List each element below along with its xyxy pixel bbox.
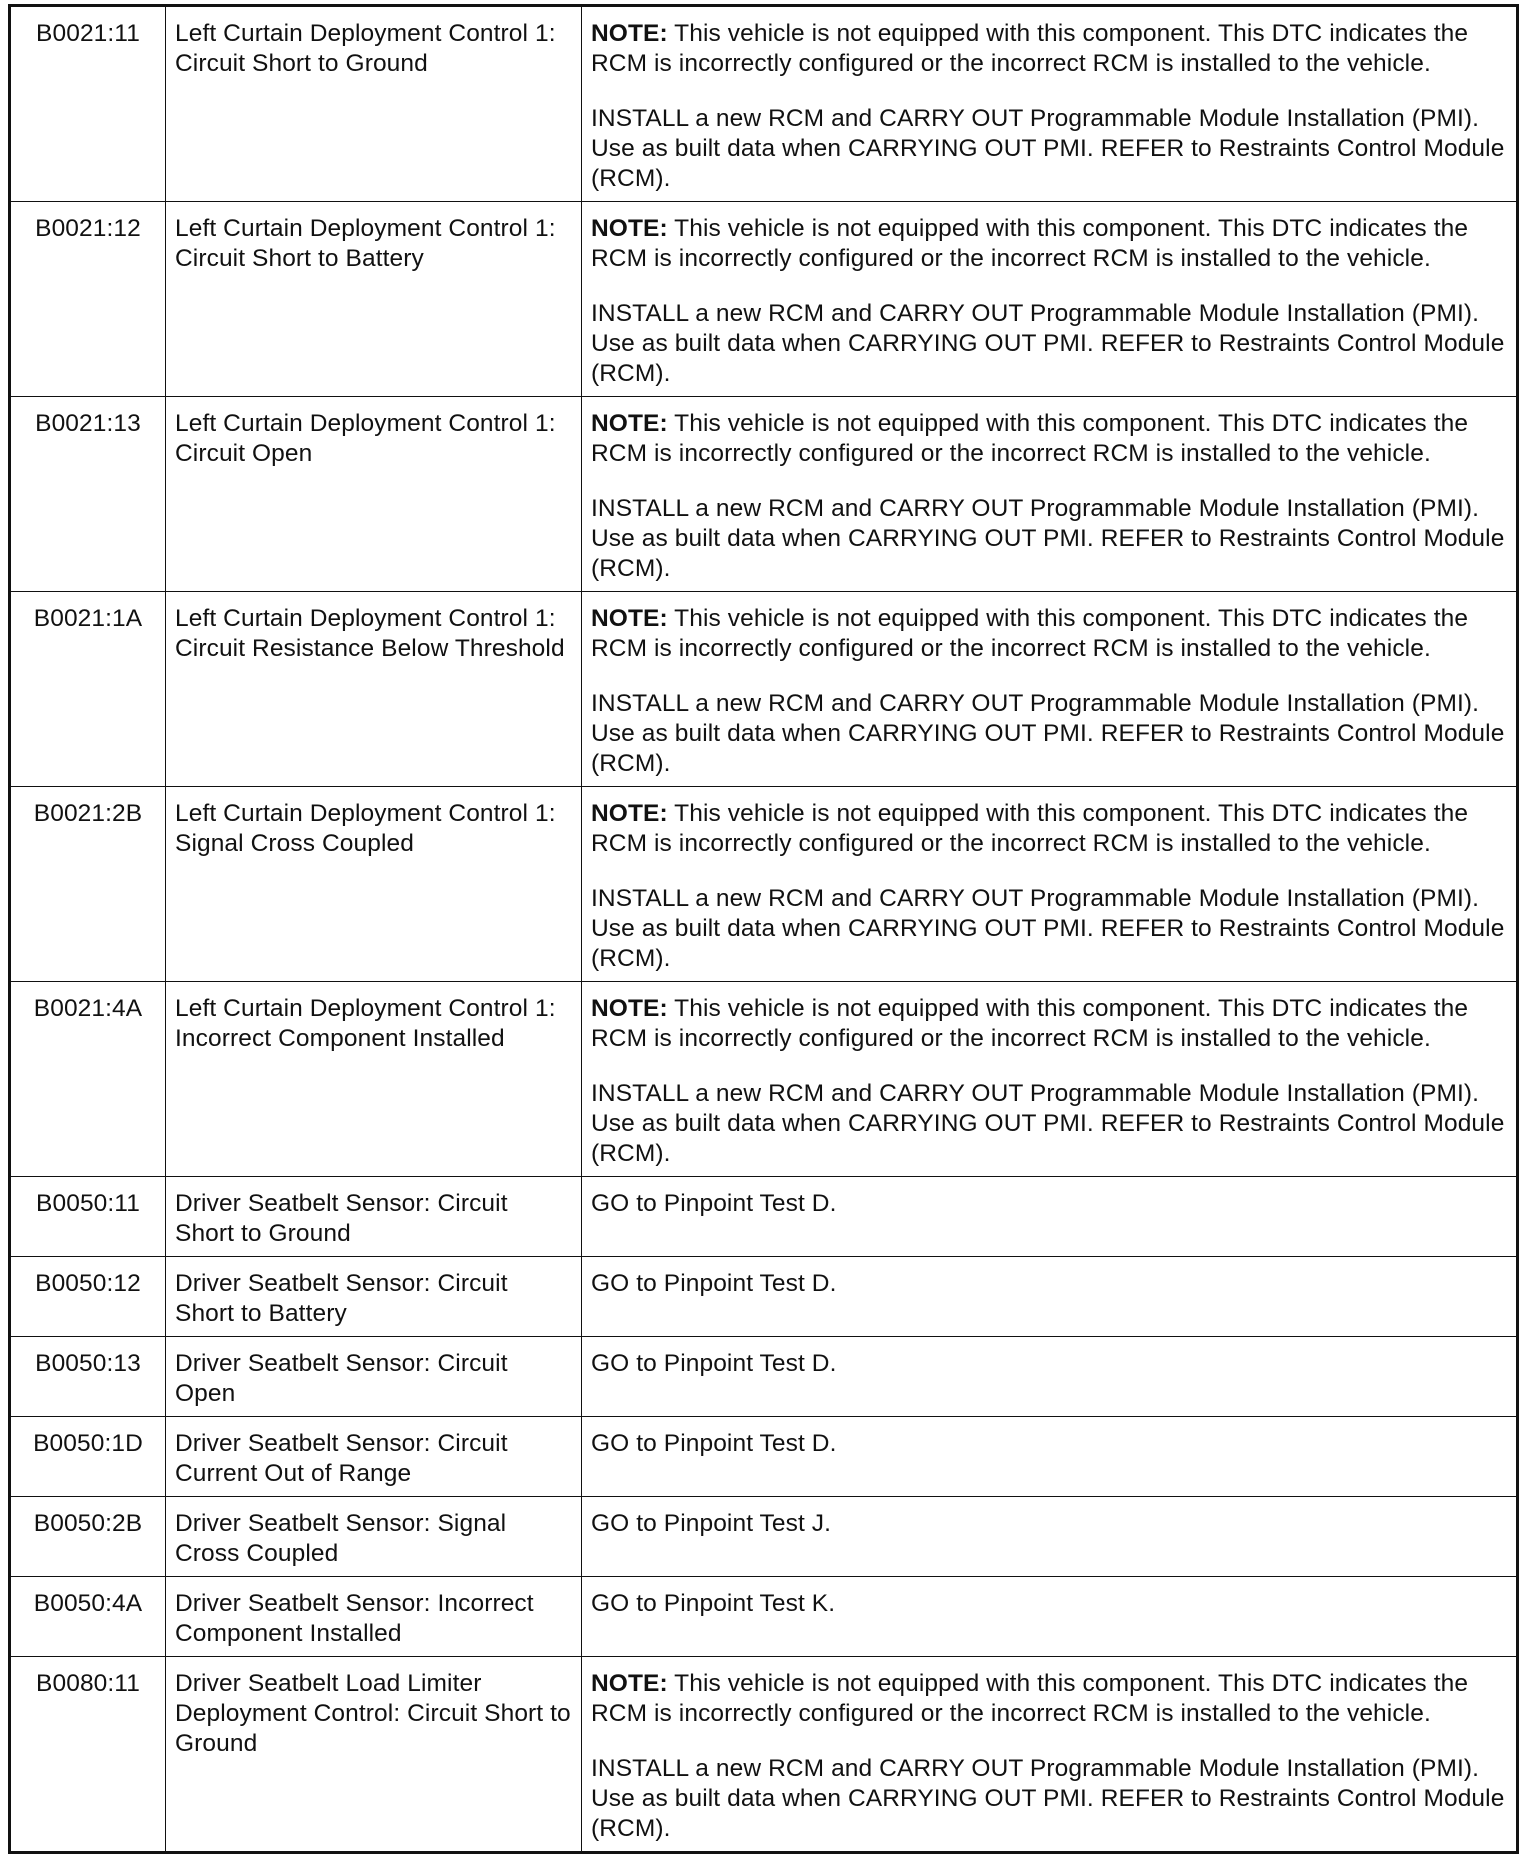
dtc-table xyxy=(8,4,1519,1854)
dtc-code-cell xyxy=(10,787,166,982)
dtc-description: Left Curtain Deployment Control 1: Incorrect Component Installed xyxy=(175,995,556,1052)
note-paragraph xyxy=(591,19,1507,79)
dtc-code-cell xyxy=(10,1177,166,1257)
dtc-description-cell xyxy=(166,1417,582,1497)
table-row xyxy=(10,1657,1518,1853)
table-row xyxy=(10,1497,1518,1577)
table-row xyxy=(10,6,1518,202)
dtc-code: B0050:1D xyxy=(33,1430,143,1457)
dtc-action-cell xyxy=(582,1577,1518,1657)
note-label: NOTE: xyxy=(591,410,668,437)
dtc-description-cell xyxy=(166,6,582,202)
dtc-description: Driver Seatbelt Sensor: Circuit Short to Battery xyxy=(175,1270,508,1327)
dtc-code: B0021:2B xyxy=(33,800,143,827)
dtc-description-cell xyxy=(166,592,582,787)
table-row xyxy=(10,1257,1518,1337)
dtc-code: B0080:11 xyxy=(36,1670,140,1697)
dtc-code: B0050:13 xyxy=(35,1350,141,1377)
note-text: This vehicle is not equipped with this component. This DTC indicates the RCM is incorrectly configured or the incorrect RCM is installed to the vehicle. xyxy=(591,800,1469,857)
dtc-code: B0050:11 xyxy=(36,1190,140,1217)
action-instruction: GO to Pinpoint Test D. xyxy=(591,1350,837,1377)
dtc-code-cell xyxy=(10,1497,166,1577)
note-paragraph xyxy=(591,994,1507,1054)
dtc-description: Left Curtain Deployment Control 1: Circuit Resistance Below Threshold xyxy=(175,605,565,662)
dtc-description-cell xyxy=(166,1257,582,1337)
dtc-description-cell xyxy=(166,1177,582,1257)
action-instruction: GO to Pinpoint Test J. xyxy=(591,1510,832,1537)
action-instruction: GO to Pinpoint Test D. xyxy=(591,1190,837,1217)
note-text: This vehicle is not equipped with this component. This DTC indicates the RCM is incorrectly configured or the incorrect RCM is installed to the vehicle. xyxy=(591,1670,1469,1727)
note-text: This vehicle is not equipped with this component. This DTC indicates the RCM is incorrectly configured or the incorrect RCM is installed to the vehicle. xyxy=(591,20,1469,77)
note-text: This vehicle is not equipped with this component. This DTC indicates the RCM is incorrectly configured or the incorrect RCM is installed to the vehicle. xyxy=(591,605,1469,662)
note-text: This vehicle is not equipped with this component. This DTC indicates the RCM is incorrectly configured or the incorrect RCM is installed to the vehicle. xyxy=(591,410,1469,467)
dtc-description: Driver Seatbelt Sensor: Signal Cross Coupled xyxy=(175,1510,507,1567)
note-label: NOTE: xyxy=(591,215,668,242)
dtc-code-cell xyxy=(10,202,166,397)
dtc-action-cell xyxy=(582,1657,1518,1853)
dtc-table-body xyxy=(10,6,1518,1853)
dtc-description: Left Curtain Deployment Control 1: Circuit Short to Battery xyxy=(175,215,556,272)
note-text: This vehicle is not equipped with this component. This DTC indicates the RCM is incorrectly configured or the incorrect RCM is installed to the vehicle. xyxy=(591,215,1469,272)
dtc-description-cell xyxy=(166,397,582,592)
action-instruction: INSTALL a new RCM and CARRY OUT Programmable Module Installation (PMI). Use as built data when CARRYING OUT PMI. REFER to Restraints Control Module (RCM). xyxy=(591,105,1505,192)
dtc-code-cell xyxy=(10,982,166,1177)
dtc-action-cell xyxy=(582,1257,1518,1337)
table-row xyxy=(10,1177,1518,1257)
dtc-action-cell xyxy=(582,1417,1518,1497)
dtc-action-cell xyxy=(582,787,1518,982)
note-paragraph xyxy=(591,799,1507,859)
dtc-code-cell xyxy=(10,6,166,202)
dtc-description: Left Curtain Deployment Control 1: Circuit Open xyxy=(175,410,556,467)
dtc-description: Left Curtain Deployment Control 1: Signal Cross Coupled xyxy=(175,800,556,857)
note-paragraph xyxy=(591,1669,1507,1729)
table-row xyxy=(10,982,1518,1177)
table-row xyxy=(10,1577,1518,1657)
note-paragraph xyxy=(591,214,1507,274)
table-row xyxy=(10,592,1518,787)
dtc-code-cell xyxy=(10,1417,166,1497)
action-instruction: INSTALL a new RCM and CARRY OUT Programmable Module Installation (PMI). Use as built data when CARRYING OUT PMI. REFER to Restraints Control Module (RCM). xyxy=(591,1080,1505,1167)
dtc-code-cell xyxy=(10,592,166,787)
dtc-code: B0021:1A xyxy=(33,605,143,632)
dtc-code-cell xyxy=(10,1577,166,1657)
table-row xyxy=(10,1337,1518,1417)
dtc-action-cell xyxy=(582,397,1518,592)
dtc-code-cell xyxy=(10,397,166,592)
dtc-description-cell xyxy=(166,787,582,982)
dtc-description-cell xyxy=(166,1497,582,1577)
action-instruction: GO to Pinpoint Test K. xyxy=(591,1590,836,1617)
dtc-code: B0021:13 xyxy=(35,410,141,437)
dtc-action-cell xyxy=(582,1177,1518,1257)
dtc-action-cell xyxy=(582,1497,1518,1577)
dtc-description-cell xyxy=(166,1577,582,1657)
dtc-code-cell xyxy=(10,1337,166,1417)
dtc-description: Left Curtain Deployment Control 1: Circuit Short to Ground xyxy=(175,20,556,77)
dtc-description-cell xyxy=(166,1337,582,1417)
note-label: NOTE: xyxy=(591,995,668,1022)
dtc-code: B0050:4A xyxy=(33,1590,143,1617)
table-row xyxy=(10,1417,1518,1497)
dtc-description: Driver Seatbelt Sensor: Circuit Current Out of Range xyxy=(175,1430,508,1487)
note-label: NOTE: xyxy=(591,605,668,632)
dtc-description: Driver Seatbelt Load Limiter Deployment Control: Circuit Short to Ground xyxy=(175,1670,571,1757)
action-instruction: GO to Pinpoint Test D. xyxy=(591,1270,837,1297)
dtc-action-cell xyxy=(582,1337,1518,1417)
note-paragraph xyxy=(591,409,1507,469)
note-paragraph xyxy=(591,604,1507,664)
dtc-code: B0021:12 xyxy=(35,215,141,242)
dtc-description: Driver Seatbelt Sensor: Circuit Open xyxy=(175,1350,508,1407)
dtc-code: B0021:4A xyxy=(33,995,143,1022)
note-label: NOTE: xyxy=(591,1670,668,1697)
note-text: This vehicle is not equipped with this component. This DTC indicates the RCM is incorrectly configured or the incorrect RCM is installed to the vehicle. xyxy=(591,995,1469,1052)
dtc-code: B0050:12 xyxy=(35,1270,141,1297)
dtc-code-cell xyxy=(10,1257,166,1337)
action-instruction: INSTALL a new RCM and CARRY OUT Programmable Module Installation (PMI). Use as built data when CARRYING OUT PMI. REFER to Restraints Control Module (RCM). xyxy=(591,495,1505,582)
action-instruction: INSTALL a new RCM and CARRY OUT Programmable Module Installation (PMI). Use as built data when CARRYING OUT PMI. REFER to Restraints Control Module (RCM). xyxy=(591,885,1505,972)
dtc-code: B0050:2B xyxy=(33,1510,143,1537)
dtc-action-cell xyxy=(582,982,1518,1177)
dtc-description: Driver Seatbelt Sensor: Circuit Short to Ground xyxy=(175,1190,508,1247)
action-instruction: GO to Pinpoint Test D. xyxy=(591,1430,837,1457)
note-label: NOTE: xyxy=(591,800,668,827)
dtc-code: B0021:11 xyxy=(36,20,140,47)
dtc-description-cell xyxy=(166,1657,582,1853)
table-row xyxy=(10,202,1518,397)
dtc-description-cell xyxy=(166,202,582,397)
dtc-action-cell xyxy=(582,6,1518,202)
dtc-action-cell xyxy=(582,592,1518,787)
dtc-code-cell xyxy=(10,1657,166,1853)
dtc-description-cell xyxy=(166,982,582,1177)
dtc-description: Driver Seatbelt Sensor: Incorrect Component Installed xyxy=(175,1590,534,1647)
action-instruction: INSTALL a new RCM and CARRY OUT Programmable Module Installation (PMI). Use as built data when CARRYING OUT PMI. REFER to Restraints Control Module (RCM). xyxy=(591,1755,1505,1842)
action-instruction: INSTALL a new RCM and CARRY OUT Programmable Module Installation (PMI). Use as built data when CARRYING OUT PMI. REFER to Restraints Control Module (RCM). xyxy=(591,300,1505,387)
table-row xyxy=(10,787,1518,982)
action-instruction: INSTALL a new RCM and CARRY OUT Programmable Module Installation (PMI). Use as built data when CARRYING OUT PMI. REFER to Restraints Control Module (RCM). xyxy=(591,690,1505,777)
table-row xyxy=(10,397,1518,592)
dtc-action-cell xyxy=(582,202,1518,397)
note-label: NOTE: xyxy=(591,20,668,47)
